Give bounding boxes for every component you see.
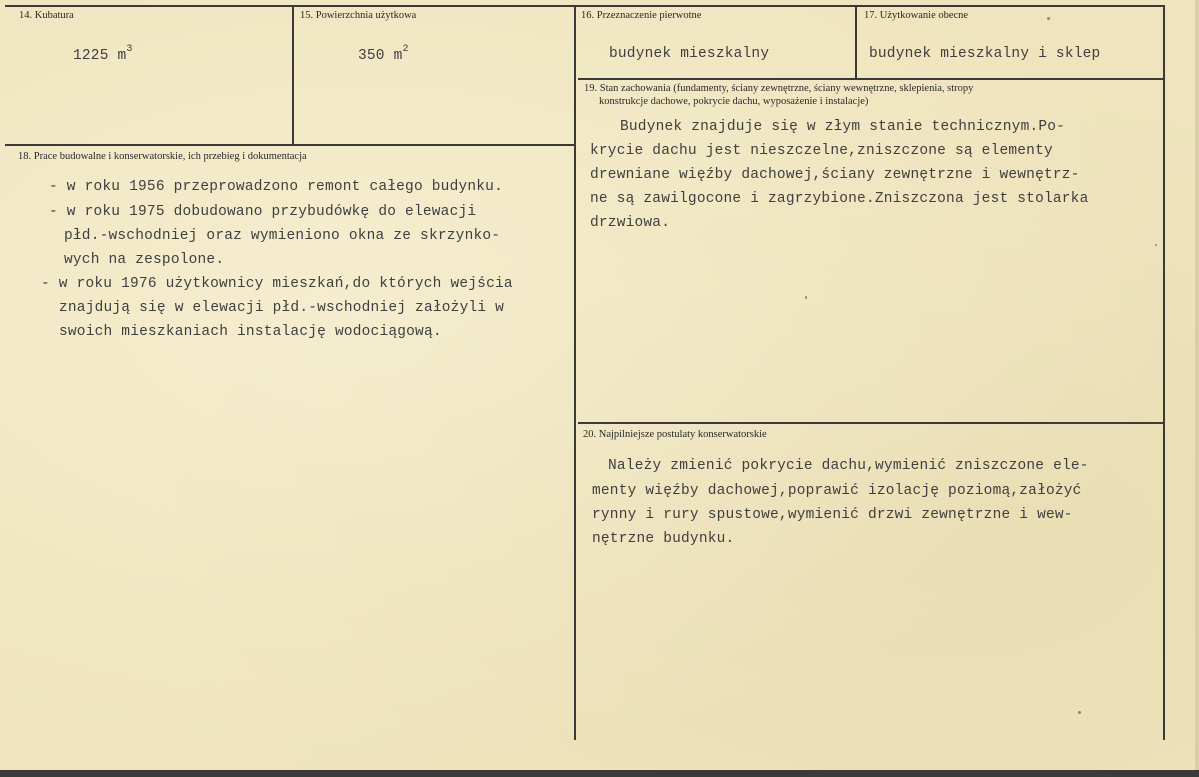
stan-line-2: krycie dachu jest nieszczelne,zniszczone są elementy bbox=[590, 143, 1053, 159]
prace-line-5: - w roku 1976 użytkownicy mieszkań,do których wejścia bbox=[41, 276, 513, 292]
uzytkowanie-label: 17. Użytkowanie obecne bbox=[864, 10, 969, 21]
kubatura-unit-exponent: 3 bbox=[126, 44, 133, 55]
stan-line-5: drzwiowa. bbox=[590, 215, 671, 231]
row1-divider bbox=[578, 78, 1165, 80]
right-border bbox=[1163, 5, 1165, 740]
przeznaczenie-value: budynek mieszkalny bbox=[609, 46, 770, 62]
postulaty-line-3: rynny i rury spustowe,wymienić drzwi zewnętrzne i wew- bbox=[592, 507, 1073, 523]
uzytkowanie-value: budynek mieszkalny i sklep bbox=[869, 46, 1101, 62]
paper-speck bbox=[1047, 17, 1050, 20]
stan-label-line2: konstrukcje dachowe, pokrycie dachu, wyposażenie i instalacje) bbox=[599, 96, 869, 107]
powierzchnia-label: 15. Powierzchnia użytkowa bbox=[300, 10, 417, 21]
paper-speck bbox=[1155, 244, 1157, 246]
powierzchnia-unit-exponent: 2 bbox=[402, 44, 409, 55]
przeznaczenie-label: 16. Przeznaczenie pierwotne bbox=[581, 10, 702, 21]
postulaty-line-1: Należy zmienić pokrycie dachu,wymienić zniszczone ele- bbox=[608, 458, 1089, 474]
stan-line-1: Budynek znajduje się w złym stanie technicznym.Po- bbox=[620, 119, 1066, 135]
kubatura-value: 1225 $m^3$ bbox=[73, 44, 133, 64]
paper-speck bbox=[805, 296, 807, 299]
prace-line-7: swoich mieszkaniach instalację wodociągową. bbox=[59, 324, 442, 340]
prace-label: 18. Prace budowalne i konserwatorskie, ich przebieg i dokumentacja bbox=[18, 151, 307, 162]
postulaty-line-2: menty więźby dachowej,poprawić izolację poziomą,założyć bbox=[592, 483, 1082, 499]
prace-line-4: wych na zespolone. bbox=[64, 252, 225, 268]
prace-line-6: znajdują się w elewacji płd.-wschodniej założyli w bbox=[59, 300, 505, 316]
prace-line-1: - w roku 1956 przeprowadzono remont całego budynku. bbox=[49, 179, 503, 195]
col-divider-b bbox=[855, 5, 857, 79]
col-divider-a bbox=[292, 5, 294, 145]
col-divider-main bbox=[574, 5, 576, 740]
prace-line-2: - w roku 1975 dobudowano przybudówkę do elewacji bbox=[49, 204, 477, 220]
powierzchnia-value: 350 $m^2$ bbox=[358, 44, 409, 64]
stan-line-3: drewniane więźby dachowej,ściany zewnętrzne i wewnętrz- bbox=[590, 167, 1080, 183]
row2-divider-left bbox=[5, 144, 575, 146]
postulaty-label: 20. Najpilniejsze postulaty konserwatorskie bbox=[583, 429, 767, 440]
postulaty-line-4: nętrzne budynku. bbox=[592, 531, 735, 547]
prace-line-3: płd.-wschodniej oraz wymieniono okna ze skrzynko- bbox=[64, 228, 501, 244]
row3-divider-right bbox=[578, 422, 1165, 424]
paper-right-edge bbox=[1195, 0, 1199, 777]
scan-bottom-edge bbox=[0, 770, 1199, 777]
top-border bbox=[5, 5, 1165, 7]
stan-label-line1: 19. Stan zachowania (fundamenty, ściany zewnętrzne, ściany wewnętrzne, sklepienia, stropy bbox=[584, 83, 974, 94]
paper-speck bbox=[1078, 711, 1081, 714]
kubatura-label: 14. Kubatura bbox=[19, 10, 74, 21]
stan-line-4: ne są zawilgocone i zagrzybione.Zniszczona jest stolarka bbox=[590, 191, 1089, 207]
